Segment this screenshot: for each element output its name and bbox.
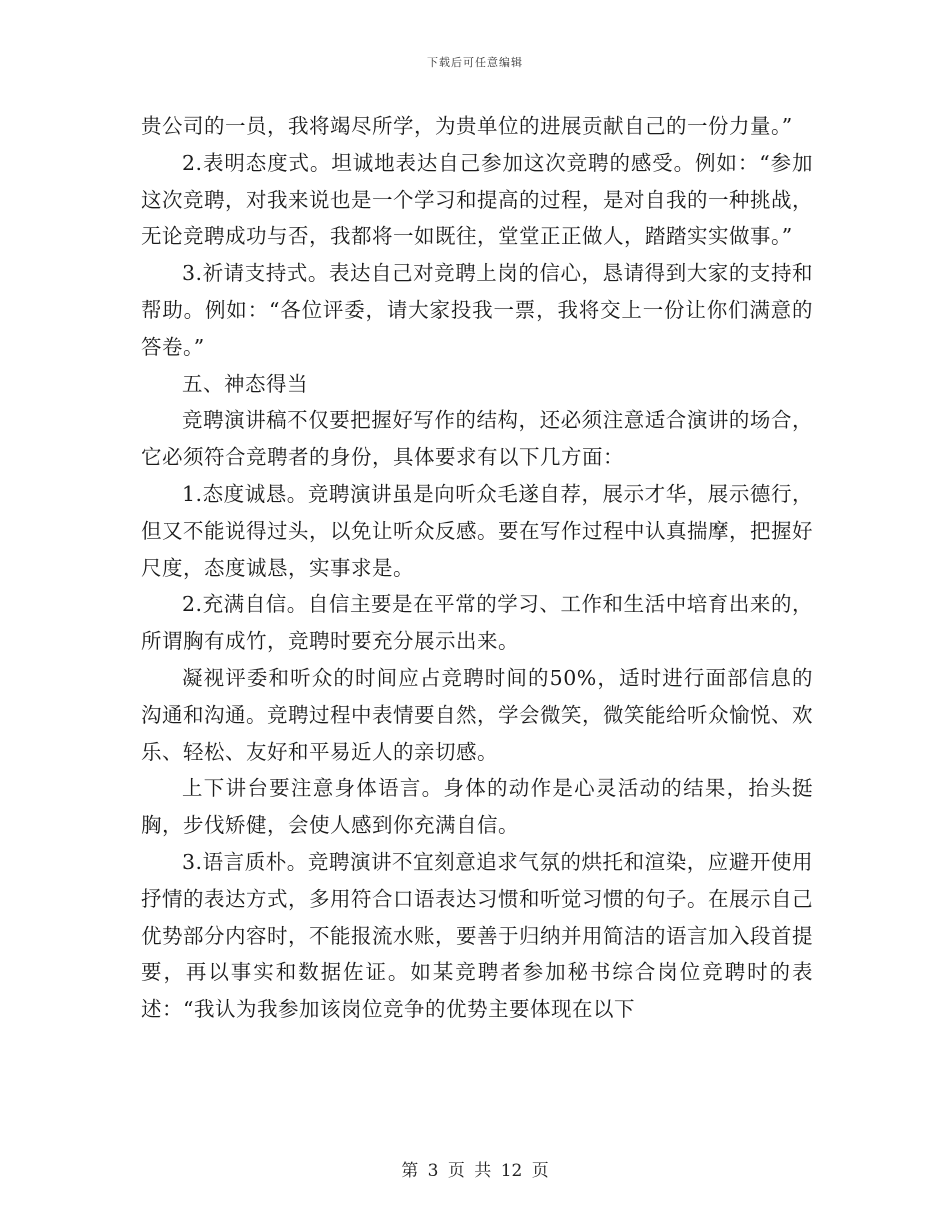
paragraph: 2.充满自信。自信主要是在平常的学习、工作和生活中培育出来的，所谓胸有成竹，竞聘时要充分展示出来。 [141, 592, 813, 654]
page-header: 下载后可任意编辑 [427, 56, 523, 69]
paragraph: 1.态度诚恳。竞聘演讲虽是向听众毛遂自荐，展示才华，展示德行，但又不能说得过头，以免让听众反感。要在写作过程中认真揣摩，把握好尺度，态度诚恳，实事求是。 [141, 481, 813, 580]
paragraph: 竞聘演讲稿不仅要把握好写作的结构，还必须注意适合演讲的场合，它必须符合竞聘者的身份，具体要求有以下几方面： [141, 408, 813, 470]
paragraph: 3.祈请支持式。表达自己对竞聘上岗的信心，恳请得到大家的支持和帮助。例如：“各位评委，请大家投我一票，我将交上一份让你们满意的答卷。” [141, 261, 813, 359]
paragraph: 贵公司的一员，我将竭尽所学，为贵单位的进展贡献自己的一份力量。” [141, 114, 793, 138]
paragraph: 3.语言质朴。竞聘演讲不宜刻意追求气氛的烘托和渲染，应避开使用抒情的表达方式，多用符合口语表达习惯和听觉习惯的句子。在展示自己优势部分内容时，不能报流水账，要善于归纳并用简洁的语言加入段首提要，再以事实和数据佐证。如某竞聘者参加秘书综合岗位竞聘时的表述：“我认为我参加该岗位竞争的优势主要体现在以下 [141, 849, 813, 1022]
document-body [141, 108, 813, 1028]
page-number: 第 3 页 共 12 页 [401, 1161, 549, 1181]
paragraph: 上下讲台要注意身体语言。身体的动作是心灵活动的结果，抬头挺胸，步伐矫健，会使人感到你充满自信。 [141, 776, 813, 838]
paragraph: 凝视评委和听众的时间应占竞聘时间的50%，适时进行面部信息的沟通和沟通。竞聘过程中表情要自然，学会微笑，微笑能给听众愉悦、欢乐、轻松、友好和平易近人的亲切感。 [141, 665, 813, 764]
paragraph: 2.表明态度式。坦诚地表达自己参加这次竞聘的感受。例如：“参加这次竞聘，对我来说也是一个学习和提高的过程，是对自我的一种挑战，无论竞聘成功与否，我都将一如既往，堂堂正正做人，踏踏实实做事。” [141, 150, 813, 249]
section-heading: 五、神态得当 [182, 371, 308, 396]
